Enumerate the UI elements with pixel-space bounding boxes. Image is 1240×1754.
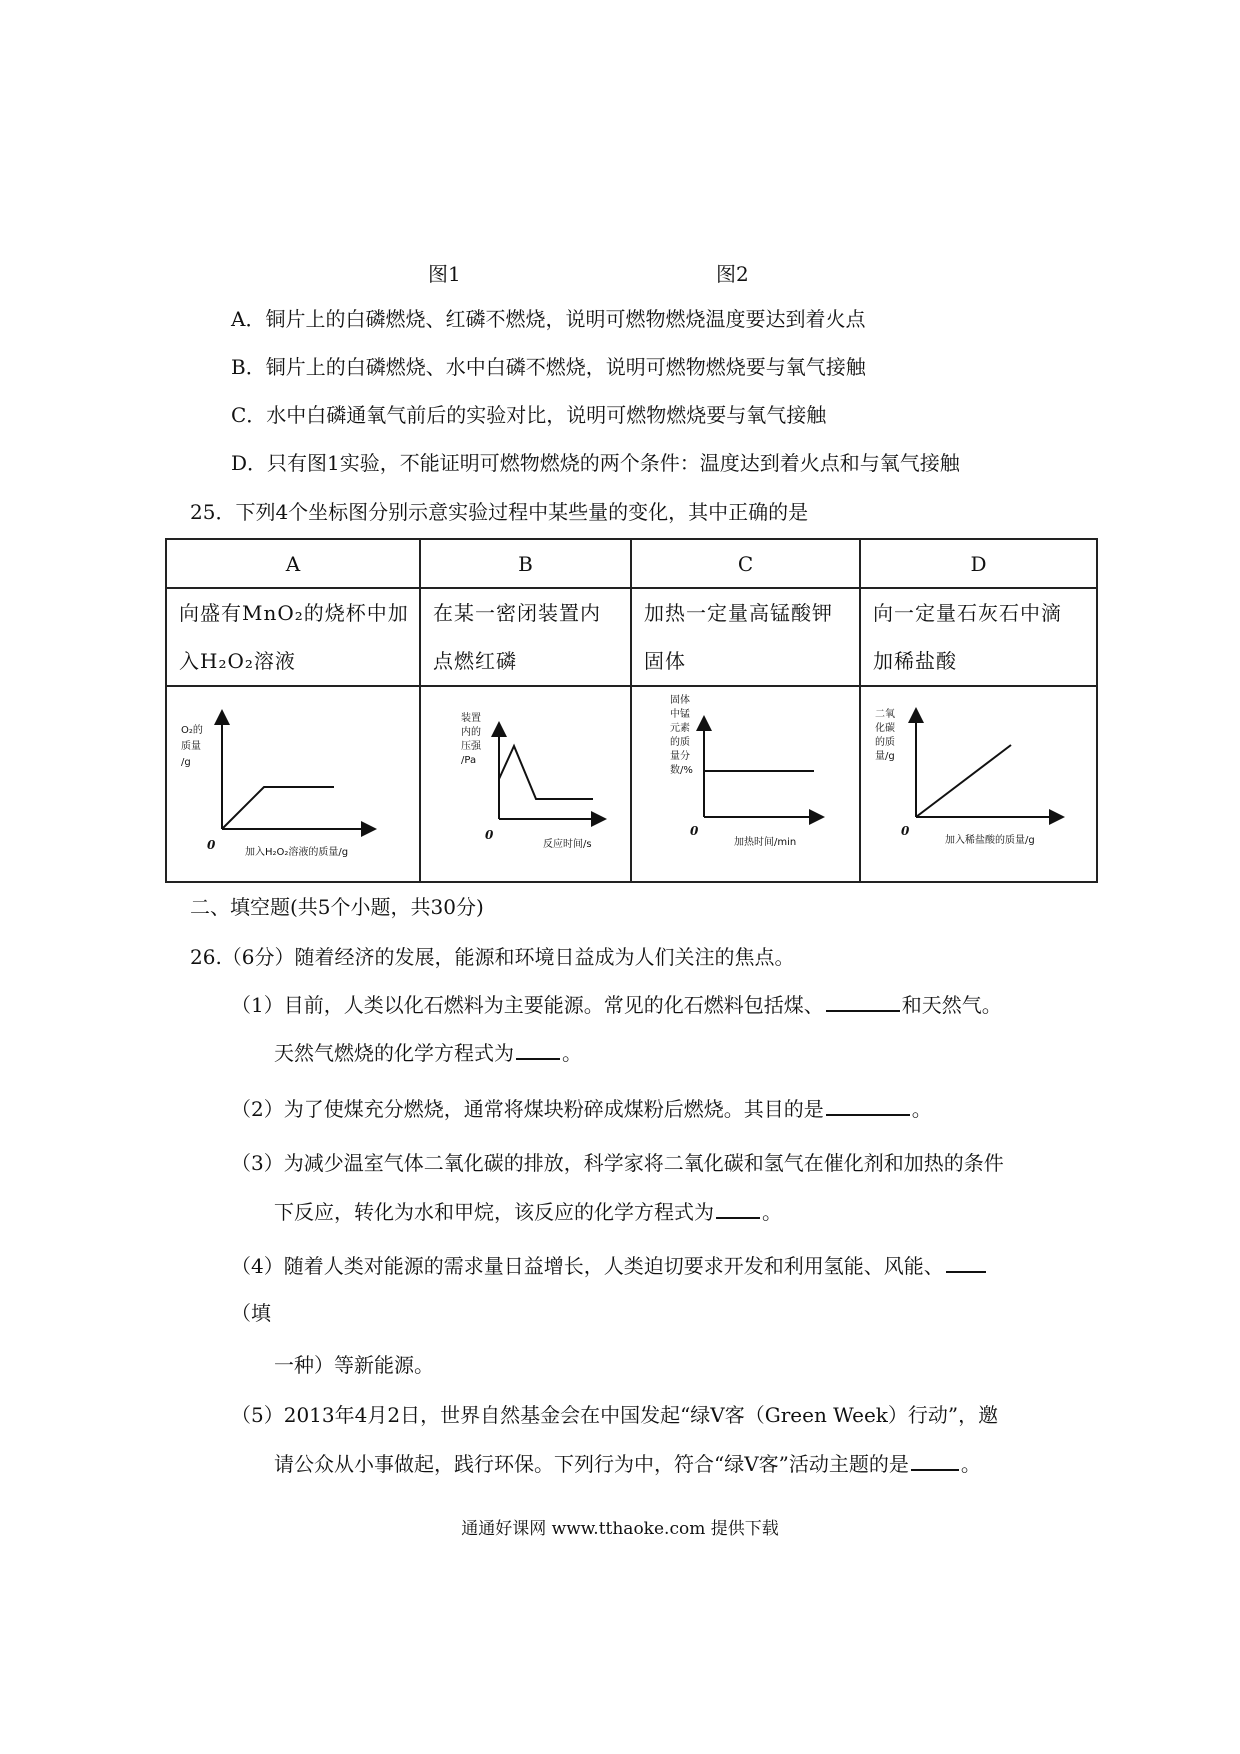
q24-option-c: C．水中白磷通氧气前后的实验对比，说明可燃物燃烧要与氧气接触 [231, 403, 827, 427]
q24-option-d: D．只有图1实验，不能证明可燃物燃烧的两个条件：温度达到着火点和与氧气接触 [231, 451, 960, 475]
col-b-desc-line2: 点燃红磷 [433, 649, 517, 673]
graph-a-origin: 0 [207, 838, 216, 852]
q26-part-5-line-1: （5）2013年4月2日，世界自然基金会在中国发起“绿V客（Green Week）行动”，邀 [231, 1403, 999, 1427]
graph-a-curve [222, 787, 334, 829]
graph-d-origin: 0 [901, 824, 910, 838]
q26-p1-text-d: 。 [562, 1041, 582, 1065]
q26-part-1-line-1 [231, 992, 1002, 1017]
graph-d-curve [916, 745, 1011, 817]
q26-p3-blank[interactable] [716, 1199, 760, 1219]
page-footer: 通通好课网 www.tthaoke.com 提供下载 [461, 1519, 779, 1539]
figure-1-caption: 图1 [428, 262, 461, 286]
graph-b-ylabel-4: /Pa [461, 755, 477, 766]
graph-c-cell [631, 686, 860, 882]
col-c-desc-line2: 固体 [644, 649, 686, 673]
graph-c-ylabel-1: 固体 [670, 695, 690, 706]
graph-b-xlabel: 反应时间/s [543, 839, 592, 850]
graph-a-ylabel-2: 质量 [181, 741, 201, 752]
graph-b-ylabel-3: 压强 [461, 741, 481, 752]
graph-b-curve [499, 746, 593, 799]
col-a-desc-line2: 入H₂O₂溶液 [179, 649, 296, 673]
col-b-desc-line1: 在某一密闭装置内 [433, 601, 601, 625]
col-c-desc-line1: 加热一定量高锰酸钾 [644, 601, 833, 625]
col-d-label: D [860, 539, 1097, 588]
graph-a-ylabel-3: /g [181, 757, 191, 768]
graph-c-ylabel-6: 数/% [670, 765, 693, 776]
section-2-title: 二、填空题(共5个小题，共30分) [190, 895, 484, 919]
graph-d-cell [860, 686, 1097, 882]
graph-c-ylabel-4: 的质 [670, 737, 690, 748]
q25-stem: 25．下列4个坐标图分别示意实验过程中某些量的变化，其中正确的是 [190, 500, 809, 524]
q26-p3-text-c: 。 [762, 1200, 782, 1224]
q26-p5-text-b: 请公众从小事做起，践行环保。下列行为中，符合“绿V客”活动主题的是 [274, 1452, 909, 1476]
graph-c-ylabel-5: 量分 [670, 751, 690, 762]
q26-p5-blank[interactable] [911, 1451, 959, 1471]
q26-p2-text-a: （2）为了使煤充分燃烧，通常将煤块粉碎成煤粉后燃烧。其目的是 [231, 1097, 824, 1121]
graph-d-ylabel-1: 二氧 [875, 709, 895, 720]
q26-p4-blank[interactable] [946, 1253, 986, 1273]
q26-p1-text-b: 和天然气。 [901, 993, 1002, 1017]
q26-stem: 26.（6分）随着经济的发展，能源和环境日益成为人们关注的焦点。 [190, 945, 795, 969]
q26-part-5-line-2 [274, 1451, 981, 1476]
q26-p1-blank-1[interactable] [826, 992, 900, 1012]
graph-d-ylabel-2: 化碳 [875, 723, 895, 734]
graph-a-xlabel: 加入H₂O₂溶液的质量/g [245, 847, 349, 858]
q24-option-b: B．铜片上的白磷燃烧、水中白磷不燃烧，说明可燃物燃烧要与氧气接触 [231, 355, 866, 379]
graph-c-xlabel: 加热时间/min [734, 837, 797, 848]
graph-d-ylabel-3: 的质 [875, 737, 895, 748]
graph-c-ylabel-3: 元素 [670, 723, 690, 734]
col-d-desc-line2: 加稀盐酸 [873, 649, 957, 673]
graph-d-ylabel-4: 量/g [875, 751, 895, 762]
graph-a-ylabel-1: O₂的 [181, 725, 203, 736]
q26-part-3-line-2 [274, 1199, 782, 1224]
col-a-desc-line1: 向盛有MnO₂的烧杯中加 [179, 601, 409, 625]
q26-part-4-line-1 [231, 1253, 988, 1278]
graph-b-ylabel-1: 装置 [461, 713, 481, 724]
q26-p3-text-b: 下反应，转化为水和甲烷，该反应的化学方程式为 [274, 1200, 714, 1224]
graph-c-ylabel-2: 中锰 [670, 709, 690, 720]
q26-p2-blank[interactable] [826, 1096, 910, 1116]
col-a-label: A [166, 539, 420, 588]
figure-2-caption: 图2 [716, 262, 749, 286]
q26-p1-text-a: （1）目前，人类以化石燃料为主要能源。常见的化石燃料包括煤、 [231, 993, 824, 1017]
graph-d [861, 689, 1094, 879]
graph-b-ylabel-2: 内的 [461, 727, 481, 738]
col-c-label: C [631, 539, 860, 588]
graph-b [421, 689, 628, 879]
q26-p2-text-b: 。 [911, 1097, 932, 1121]
graph-a [167, 689, 417, 879]
col-b-description [420, 588, 631, 686]
q26-part-4-line-3: 一种）等新能源。 [274, 1353, 434, 1377]
col-c-description [631, 588, 860, 686]
graph-c-origin: 0 [690, 824, 699, 838]
q26-part-2 [231, 1096, 932, 1121]
q26-p1-text-c: 天然气燃烧的化学方程式为 [274, 1041, 514, 1065]
q26-part-3-line-1: （3）为减少温室气体二氧化碳的排放，科学家将二氧化碳和氢气在催化剂和加热的条件 [231, 1151, 1004, 1175]
col-a-description [166, 588, 420, 686]
col-b-label: B [420, 539, 631, 588]
q26-part-4-line-2: （填 [231, 1301, 271, 1325]
q26-p5-text-c: 。 [960, 1452, 981, 1476]
graph-a-cell [166, 686, 420, 882]
q25-options-table [165, 538, 1098, 883]
q26-p4-text-a: （4）随着人类对能源的需求量日益增长，人类迫切要求开发和利用氢能、风能、 [231, 1254, 944, 1278]
graph-d-xlabel: 加入稀盐酸的质量/g [945, 835, 1035, 846]
graph-c [632, 689, 857, 879]
graph-b-cell [420, 686, 631, 882]
q26-part-1-line-2 [274, 1040, 582, 1065]
col-d-description [860, 588, 1097, 686]
col-d-desc-line1: 向一定量石灰石中滴 [873, 601, 1062, 625]
graph-b-origin: 0 [485, 828, 494, 842]
q26-p1-blank-2[interactable] [516, 1040, 560, 1060]
q24-option-a: A．铜片上的白磷燃烧、红磷不燃烧，说明可燃物燃烧温度要达到着火点 [231, 307, 866, 331]
